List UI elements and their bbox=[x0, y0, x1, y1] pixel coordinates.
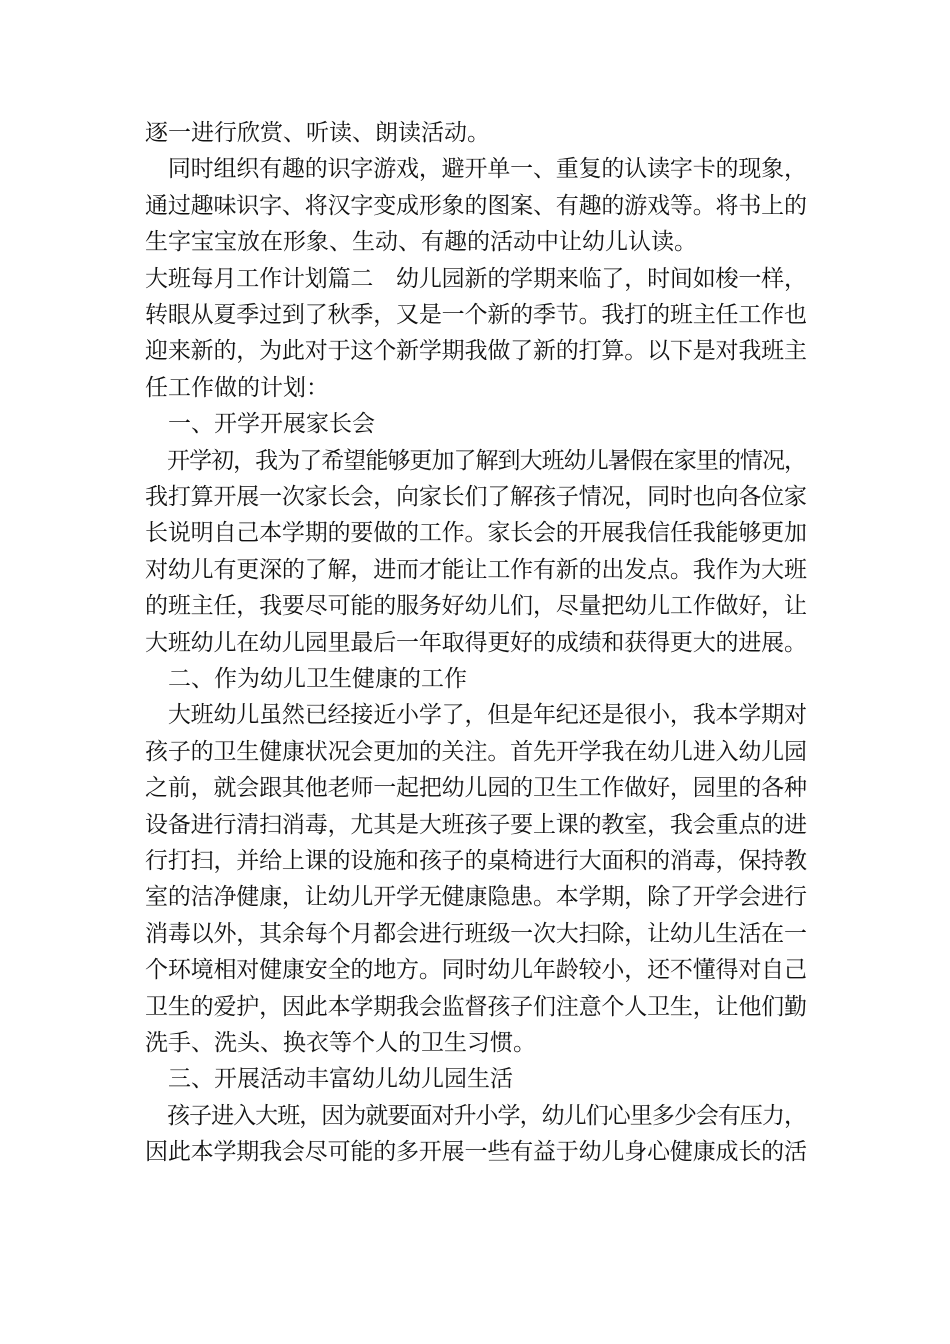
text-line: 逐一进行欣赏、听读、朗读活动。 bbox=[145, 120, 490, 146]
text-line: 室的洁净健康，让幼儿开学无健康隐患。本学期，除了开学会进行 bbox=[145, 884, 807, 911]
text-line: 对幼儿有更深的了解，进而才能让工作有新的出发点。我作为大班 bbox=[145, 556, 807, 583]
text-line: 二、作为幼儿卫生健康的工作 bbox=[145, 666, 467, 692]
text-line: 行打扫，并给上课的设施和孩子的桌椅进行大面积的消毒，保持教 bbox=[145, 848, 807, 874]
text-line: 大班幼儿虽然已经接近小学了，但是年纪还是很小，我本学期对 bbox=[145, 702, 807, 729]
text-line: 长说明自己本学期的要做的工作。家长会的开展我信任我能够更加 bbox=[145, 520, 807, 547]
text-line: 消毒以外，其余每个月都会进行班级一次大扫除，让幼儿生活在一 bbox=[145, 920, 807, 947]
text-line: 我打算开展一次家长会，向家长们了解孩子情况，同时也向各位家 bbox=[145, 484, 807, 510]
text-line: 卫生的爱护，因此本学期我会监督孩子们注意个人卫生，让他们勤 bbox=[145, 993, 807, 1020]
text-line: 个环境相对健康安全的地方。同时幼儿年龄较小，还不懂得对自己 bbox=[145, 957, 807, 984]
text-line: 大班每月工作计划篇二 幼儿园新的学期来临了，时间如梭一样， bbox=[145, 265, 807, 292]
text-line: 任工作做的计划： bbox=[145, 374, 329, 401]
text-line: 生字宝宝放在形象、生动、有趣的活动中让幼儿认读。 bbox=[145, 229, 697, 256]
text-line: 开学初，我为了希望能够更加了解到大班幼儿暑假在家里的情况， bbox=[145, 447, 807, 474]
text-line: 同时组织有趣的识字游戏，避开单一、重复的认读字卡的现象， bbox=[145, 156, 807, 183]
text-line: 因此本学期我会尽可能的多开展一些有益于幼儿身心健康成长的活 bbox=[145, 1139, 807, 1166]
text-line: 转眼从夏季过到了秋季，又是一个新的季节。我打的班主任工作也 bbox=[145, 302, 807, 328]
text-line: 一、开学开展家长会 bbox=[145, 411, 375, 438]
text-line: 孩子进入大班，因为就要面对升小学，幼儿们心里多少会有压力， bbox=[145, 1102, 807, 1129]
text-line: 大班幼儿在幼儿园里最后一年取得更好的成绩和获得更大的进展。 bbox=[145, 629, 807, 656]
text-line: 设备进行清扫消毒，尤其是大班孩子要上课的教室，我会重点的进 bbox=[145, 811, 807, 838]
text-line: 通过趣味识字、将汉字变成形象的图案、有趣的游戏等。将书上的 bbox=[145, 192, 807, 219]
text-line: 孩子的卫生健康状况会更加的关注。首先开学我在幼儿进入幼儿园 bbox=[145, 738, 807, 765]
text-line: 三、开展活动丰富幼儿幼儿园生活 bbox=[145, 1066, 513, 1093]
text-line: 洗手、洗头、换衣等个人的卫生习惯。 bbox=[145, 1030, 536, 1056]
text-line: 迎来新的，为此对于这个新学期我做了新的打算。以下是对我班主 bbox=[145, 338, 807, 365]
text-line: 之前，就会跟其他老师一起把幼儿园的卫生工作做好，园里的各种 bbox=[145, 775, 807, 802]
text-line: 的班主任，我要尽可能的服务好幼儿们，尽量把幼儿工作做好，让 bbox=[145, 593, 807, 620]
